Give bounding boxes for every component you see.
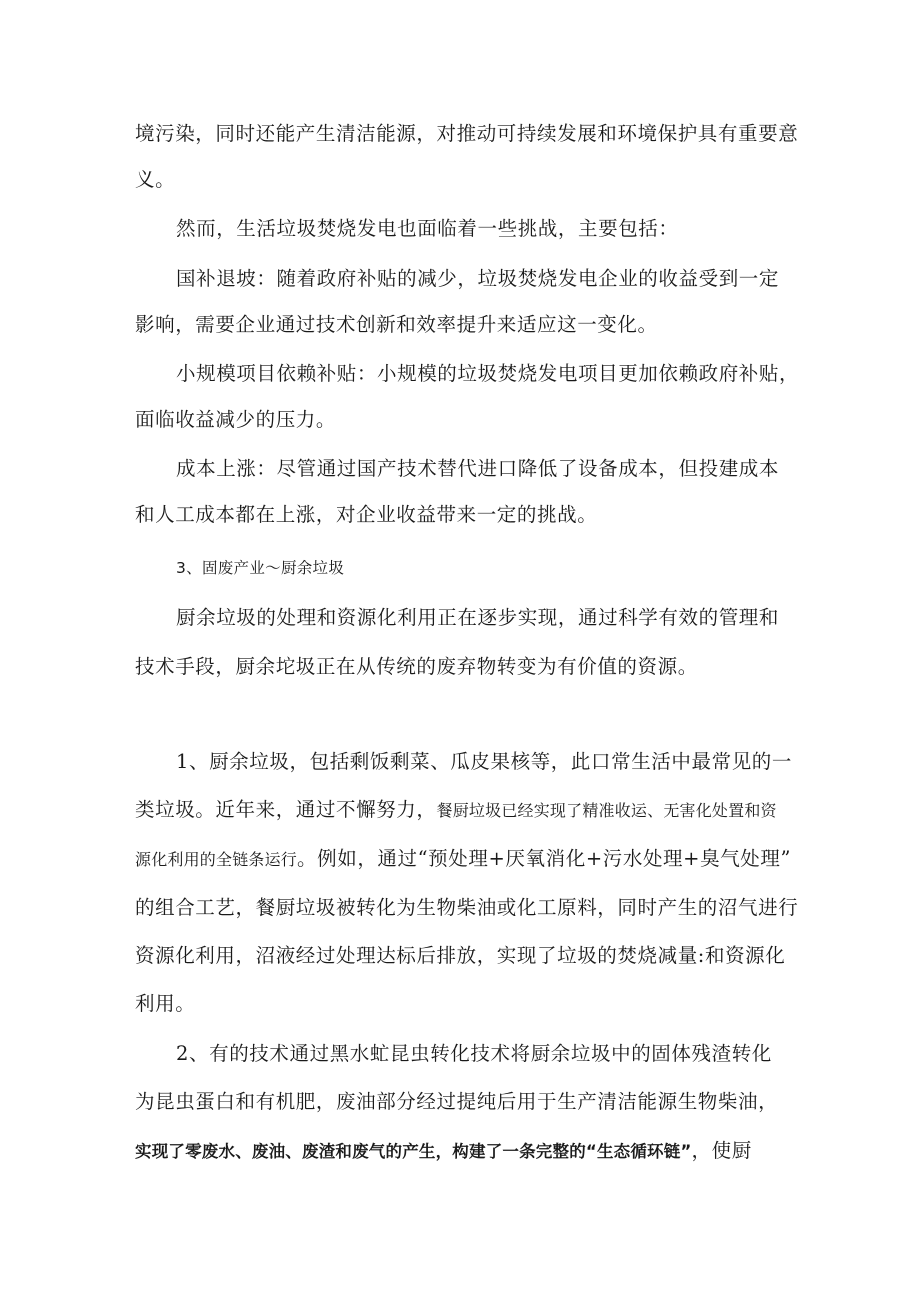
paragraph-4-line-2: 面临收益减少的压力。: [135, 408, 337, 431]
paragraph-7-line-3-text: 。例如，通过“预处理+厌氧消化+污水处理+臭气处理”: [297, 847, 792, 870]
paragraph-7-line-3-highlight: 源化利用的全链条运行: [135, 850, 298, 869]
paragraph-8-line-3-text: ，使厨: [691, 1139, 752, 1162]
paragraph-7-line-4: 的组合工艺，餐厨垃圾被转化为生物柴油或化工原料，同时产生的沼气进行: [135, 896, 799, 919]
paragraph-4-line-1: 小规模项目依赖补贴：小规模的垃圾焚烧发电项目更加依赖政府补贴，: [176, 362, 800, 385]
paragraph-7-line-2-text: 类垃圾。近年来，通过不懈努力，: [135, 798, 437, 821]
paragraph-6-line-2: 技术手段，厨余坨圾正在从传统的废弃物转变为有价值的资源。: [135, 655, 698, 678]
paragraph-3-line-2: 影响，需要企业通过技术创新和效率提升来适应这一变化。: [135, 313, 658, 336]
paragraph-1-line-2: 义。: [135, 168, 176, 191]
paragraph-7-line-6: 利用。: [135, 992, 196, 1015]
paragraph-7-line-5: 资源化利用，沼液经过处理达标后排放，实现了垃圾的焚烧减量:和资源化: [135, 944, 786, 967]
paragraph-8-line-3: [135, 1136, 752, 1167]
paragraph-6-line-1: 厨余垃圾的处理和资源化利用正在逐步实现，通过科学有效的管理和: [176, 606, 780, 629]
paragraph-5-line-1: 成本上涨：尽管通过国产技术替代进口降低了设备成本，但投建成本: [176, 457, 780, 480]
paragraph-5-line-2: 和人工成本都在上涨，对企业收益带来一定的挑战。: [135, 503, 598, 526]
paragraph-7-line-2-highlight: 餐厨垃圾已经实现了精准收运、无害化处置和资: [436, 801, 777, 820]
paragraph-3-line-1: 国补退坡：随着政府补贴的减少，垃圾焚烧发电企业的收益受到一定: [176, 267, 780, 290]
paragraph-8-line-1: 2、有的技术通过黑水虻昆虫转化技术将厨余垃圾中的固体残渣转化: [176, 1042, 772, 1065]
paragraph-2-line-1: 然而，生活垃圾焚烧发电也面临着一些挑战，主要包括：: [176, 217, 679, 240]
paragraph-7-line-1: 1、厨余垃圾，包括剩饭剩菜、瓜皮果核等，此口常生活中最常见的一: [176, 750, 793, 773]
paragraph-8-line-2: 为昆虫蛋白和有机肥，废油部分经过提纯后用于生产清洁能源生物柴油，: [135, 1090, 779, 1113]
paragraph-7-line-3: [135, 844, 791, 875]
paragraph-1-line-1: 境污染，同时还能产生清洁能源，对推动可持续发展和环境保护具有重要意: [135, 122, 799, 145]
paragraph-7-line-2: [135, 795, 777, 826]
paragraph-8-line-3-highlight: 实现了零废水、废油、废渣和废气的产生，构建了一条完整的“生态循环链”: [135, 1142, 692, 1161]
section-heading: 3、固废产业〜厨余垃圾: [176, 559, 345, 577]
